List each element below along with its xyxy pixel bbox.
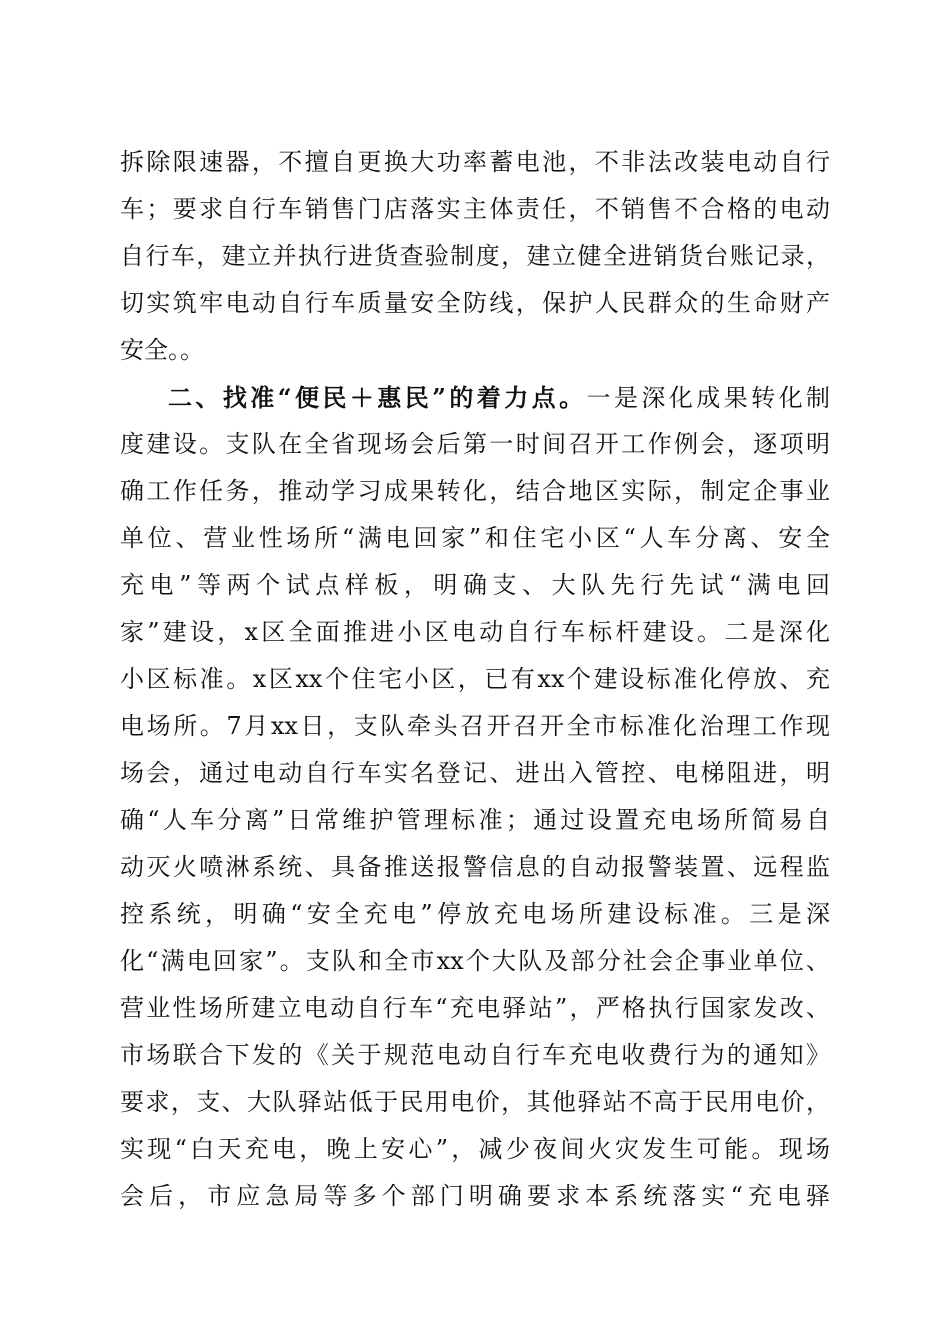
paragraph-2-line: 场会，通过电动自行车实名登记、进出入管控、电梯阻进，明 [120, 759, 830, 787]
paragraph-1-line: 自行车，建立并执行进货查验制度，建立健全进销货台账记录， [120, 242, 830, 270]
paragraph-2-line: 确“人车分离”日常维护管理标准；通过设置充电场所简易自 [120, 806, 830, 834]
paragraph-2-first-line-text: 一是深化成果转化制 [586, 384, 831, 412]
paragraph-2-line: 会后，市应急局等多个部门明确要求本系统落实“充电驿 [120, 1182, 830, 1210]
paragraph-1-line: 拆除限速器，不擅自更换大功率蓄电池，不非法改装电动自行 [120, 148, 830, 176]
paragraph-1 [120, 139, 830, 374]
paragraph-2-line: 小区标准。x区xx个住宅小区，已有xx个建设标准化停放、充 [120, 665, 830, 693]
paragraph-2-line: 市场联合下发的《关于规范电动自行车充电收费行为的通知》 [120, 1041, 830, 1069]
paragraph-2-line: 动灭火喷淋系统、具备推送报警信息的自动报警装置、远程监 [120, 853, 830, 881]
paragraph-1-line: 车；要求自行车销售门店落实主体责任，不销售不合格的电动 [120, 195, 830, 223]
paragraph-2-line: 度建设。支队在全省现场会后第一时间召开工作例会，逐项明 [120, 430, 830, 458]
paragraph-2-first-line [120, 374, 830, 421]
paragraph-2-line: 控系统，明确“安全充电”停放充电场所建设标准。三是深 [120, 900, 830, 928]
paragraph-2-line: 充电”等两个试点样板，明确支、大队先行先试“满电回 [120, 571, 830, 599]
paragraph-2-line: 实现“白天充电，晚上安心”，减少夜间火灾发生可能。现场 [120, 1135, 830, 1163]
paragraph-1-line: 安全。。 [120, 336, 204, 364]
paragraph-2-line: 家”建设，x区全面推进小区电动自行车标杆建设。二是深化 [120, 618, 830, 646]
paragraph-2-line: 确工作任务，推动学习成果转化，结合地区实际，制定企事业 [120, 477, 830, 505]
paragraph-2-line: 营业性场所建立电动自行车“充电驿站”，严格执行国家发改、 [120, 994, 830, 1022]
paragraph-2-line: 要求，支、大队驿站低于民用电价，其他驿站不高于民用电价， [120, 1088, 830, 1116]
paragraph-1-line: 切实筑牢电动自行车质量安全防线，保护人民群众的生命财产 [120, 289, 830, 317]
paragraph-2-line: 化“满电回家”。支队和全市xx个大队及部分社会企事业单位、 [120, 947, 830, 975]
paragraph-2-line: 电场所。7月xx日，支队牵头召开召开全市标准化治理工作现 [120, 712, 830, 740]
paragraph-2 [120, 374, 830, 1220]
paragraph-2-line: 单位、营业性场所“满电回家”和住宅小区“人车分离、安全 [120, 524, 830, 552]
section-heading: 二、找准“便民＋惠民”的着力点。 [168, 383, 587, 412]
